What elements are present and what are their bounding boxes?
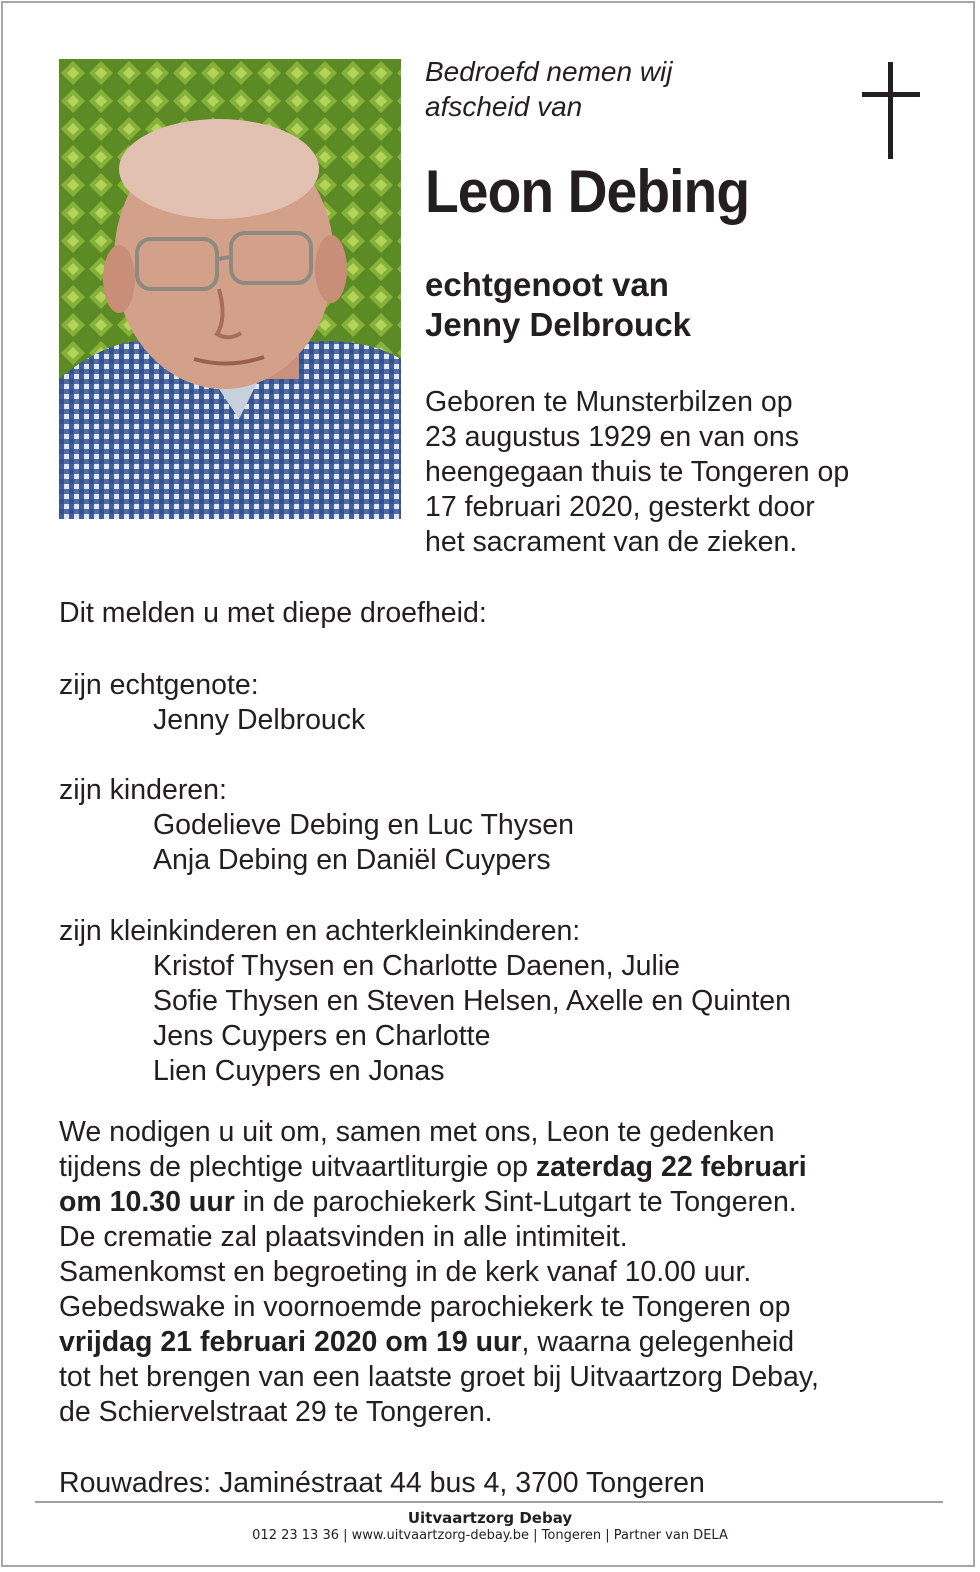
- intro-text: [425, 54, 672, 124]
- service-time: om 10.30 uur: [59, 1186, 235, 1218]
- child-entry: Anja Debing en Daniël Cuypers: [153, 844, 551, 876]
- mourning-address: Rouwadres: Jaminéstraat 44 bus 4, 3700 Tongeren: [59, 1467, 705, 1499]
- invitation-line: de Schiervelstraat 29 te Tongeren.: [59, 1396, 493, 1428]
- invitation-line: Samenkomst en begroeting in de kerk vanaf 10.00 uur.: [59, 1256, 752, 1288]
- grandchildren-label: zijn kleinkinderen en achterkleinkinderen:: [59, 915, 581, 947]
- announcement: Dit melden u met diepe droefheid:: [59, 597, 487, 629]
- cross-icon: [862, 62, 920, 159]
- spouse-label: zijn echtgenote:: [59, 669, 259, 701]
- deceased-name: Leon Debing: [425, 158, 750, 225]
- grandchild-entry: Sofie Thysen en Steven Helsen, Axelle en Quinten: [153, 985, 791, 1017]
- invitation-line: [59, 1185, 939, 1220]
- spouse-heading-line-1: echtgenoot van: [425, 266, 669, 303]
- grandchild-entry: Kristof Thysen en Charlotte Daenen, Julie: [153, 950, 681, 982]
- invitation-line: We nodigen u uit om, samen met ons, Leon te gedenken: [59, 1116, 775, 1148]
- children-section: [59, 773, 939, 878]
- invitation-line: [59, 1150, 939, 1185]
- portrait-photo: [59, 59, 401, 519]
- invitation-line: tot het brengen van een laatste groet bij Uitvaartzorg Debay,: [59, 1361, 819, 1393]
- invitation-line: De crematie zal plaatsvinden in alle intimiteit.: [59, 1221, 628, 1253]
- birth-line: het sacrament van de zieken.: [425, 526, 798, 558]
- spouse-section: [59, 668, 939, 738]
- funeral-company-contact: 012 23 13 36 | www.uitvaartzorg-debay.be | Tongeren | Partner van DELA: [252, 1528, 728, 1543]
- children-label: zijn kinderen:: [59, 774, 227, 806]
- birth-line: Geboren te Munsterbilzen op: [425, 386, 793, 418]
- birth-details: [425, 385, 925, 560]
- birth-line: heengegaan thuis te Tongeren op: [425, 456, 850, 488]
- invitation-line: Gebedswake in voornoemde parochiekerk te Tongeren op: [59, 1291, 791, 1323]
- funeral-company-name: Uitvaartzorg Debay: [407, 1509, 573, 1527]
- invitation-text-part: in de parochiekerk Sint-Lutgart te Tongeren.: [234, 1186, 797, 1218]
- invitation-text-part: , waarna gelegenheid: [521, 1326, 795, 1358]
- intro-line-2: afscheid van: [425, 91, 583, 122]
- footer-divider: [35, 1501, 943, 1503]
- grandchildren-section: [59, 914, 939, 1089]
- grandchild-entry: Jens Cuypers en Charlotte: [153, 1020, 491, 1052]
- spouse-heading-line-2: Jenny Delbrouck: [425, 306, 691, 343]
- invitation-line: [59, 1325, 939, 1360]
- grandchild-entry: Lien Cuypers en Jonas: [153, 1055, 445, 1087]
- vigil-datetime: vrijdag 21 februari 2020 om 19 uur: [59, 1326, 522, 1358]
- birth-line: 17 februari 2020, gesterkt door: [425, 491, 815, 523]
- service-date: zaterdag 22 februari: [535, 1151, 807, 1183]
- child-entry: Godelieve Debing en Luc Thysen: [153, 809, 574, 841]
- birth-line: 23 augustus 1929 en van ons: [425, 421, 799, 453]
- spouse-name: Jenny Delbrouck: [153, 704, 366, 736]
- invitation-text-part: tijdens de plechtige uitvaartliturgie op: [59, 1151, 536, 1183]
- intro-line-1: Bedroefd nemen wij: [425, 56, 673, 87]
- spouse-heading: [425, 265, 691, 345]
- invitation-text: [59, 1115, 939, 1430]
